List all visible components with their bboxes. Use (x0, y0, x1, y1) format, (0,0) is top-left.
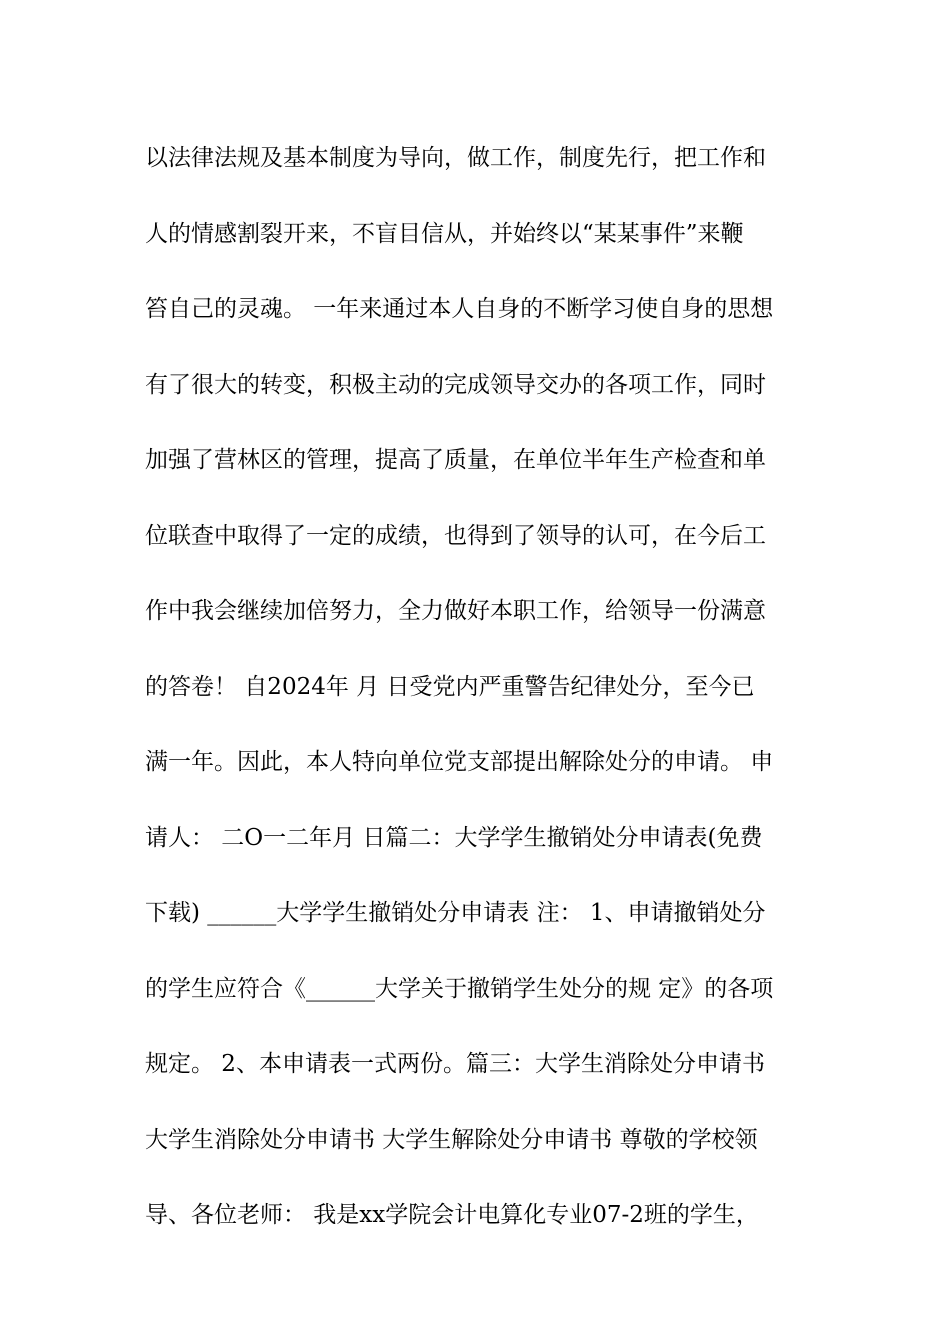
text-line: 导、各位老师： 我是xx学院会计电算化专业07-2班的学生， (145, 1202, 759, 1228)
text-line: 加强了营林区的管理，提高了质量，在单位半年生产检查和单 (145, 447, 766, 473)
text-line: 满一年。因此，本人特向单位党支部提出解除处分的申请。 申 (145, 749, 774, 775)
text-line: 位联查中取得了一定的成绩，也得到了领导的认可，在今后工 (145, 522, 766, 549)
body-text (145, 131, 810, 1264)
text-line: 下载) ______大学学生撤销处分申请表 注： 1、申请撤销处分 (145, 900, 766, 926)
text-line: 大学生消除处分申请书 大学生解除处分申请书 尊敬的学校领 (145, 1126, 758, 1153)
text-line: 规定。 2、本申请表一式两份。篇三：大学生消除处分申请书 (145, 1051, 765, 1077)
text-line: 笞自己的灵魂。 一年来通过本人自身的不断学习使自身的思想 (145, 296, 774, 322)
text-line: 作中我会继续加倍努力，全力做好本职工作，给领导一份满意 (145, 598, 766, 624)
text-line: 的答卷！ 自2024年 月 日受党内严重警告纪律处分，至今已 (145, 673, 755, 700)
text-line: 以法律法规及基本制度为导向，做工作，制度先行，把工作和 (145, 145, 766, 171)
text-line: 有了很大的转变，积极主动的完成领导交办的各项工作，同时 (145, 371, 766, 398)
text-line: 的学生应符合《______大学关于撤销学生处分的规 定》的各项 (145, 975, 774, 1002)
text-line: 请人： 二O一二年月 日篇二：大学学生撤销处分申请表(免费 (145, 824, 763, 851)
text-line: 人的情感割裂开来，不盲目信从，并始终以“某某事件”来鞭 (145, 220, 744, 247)
